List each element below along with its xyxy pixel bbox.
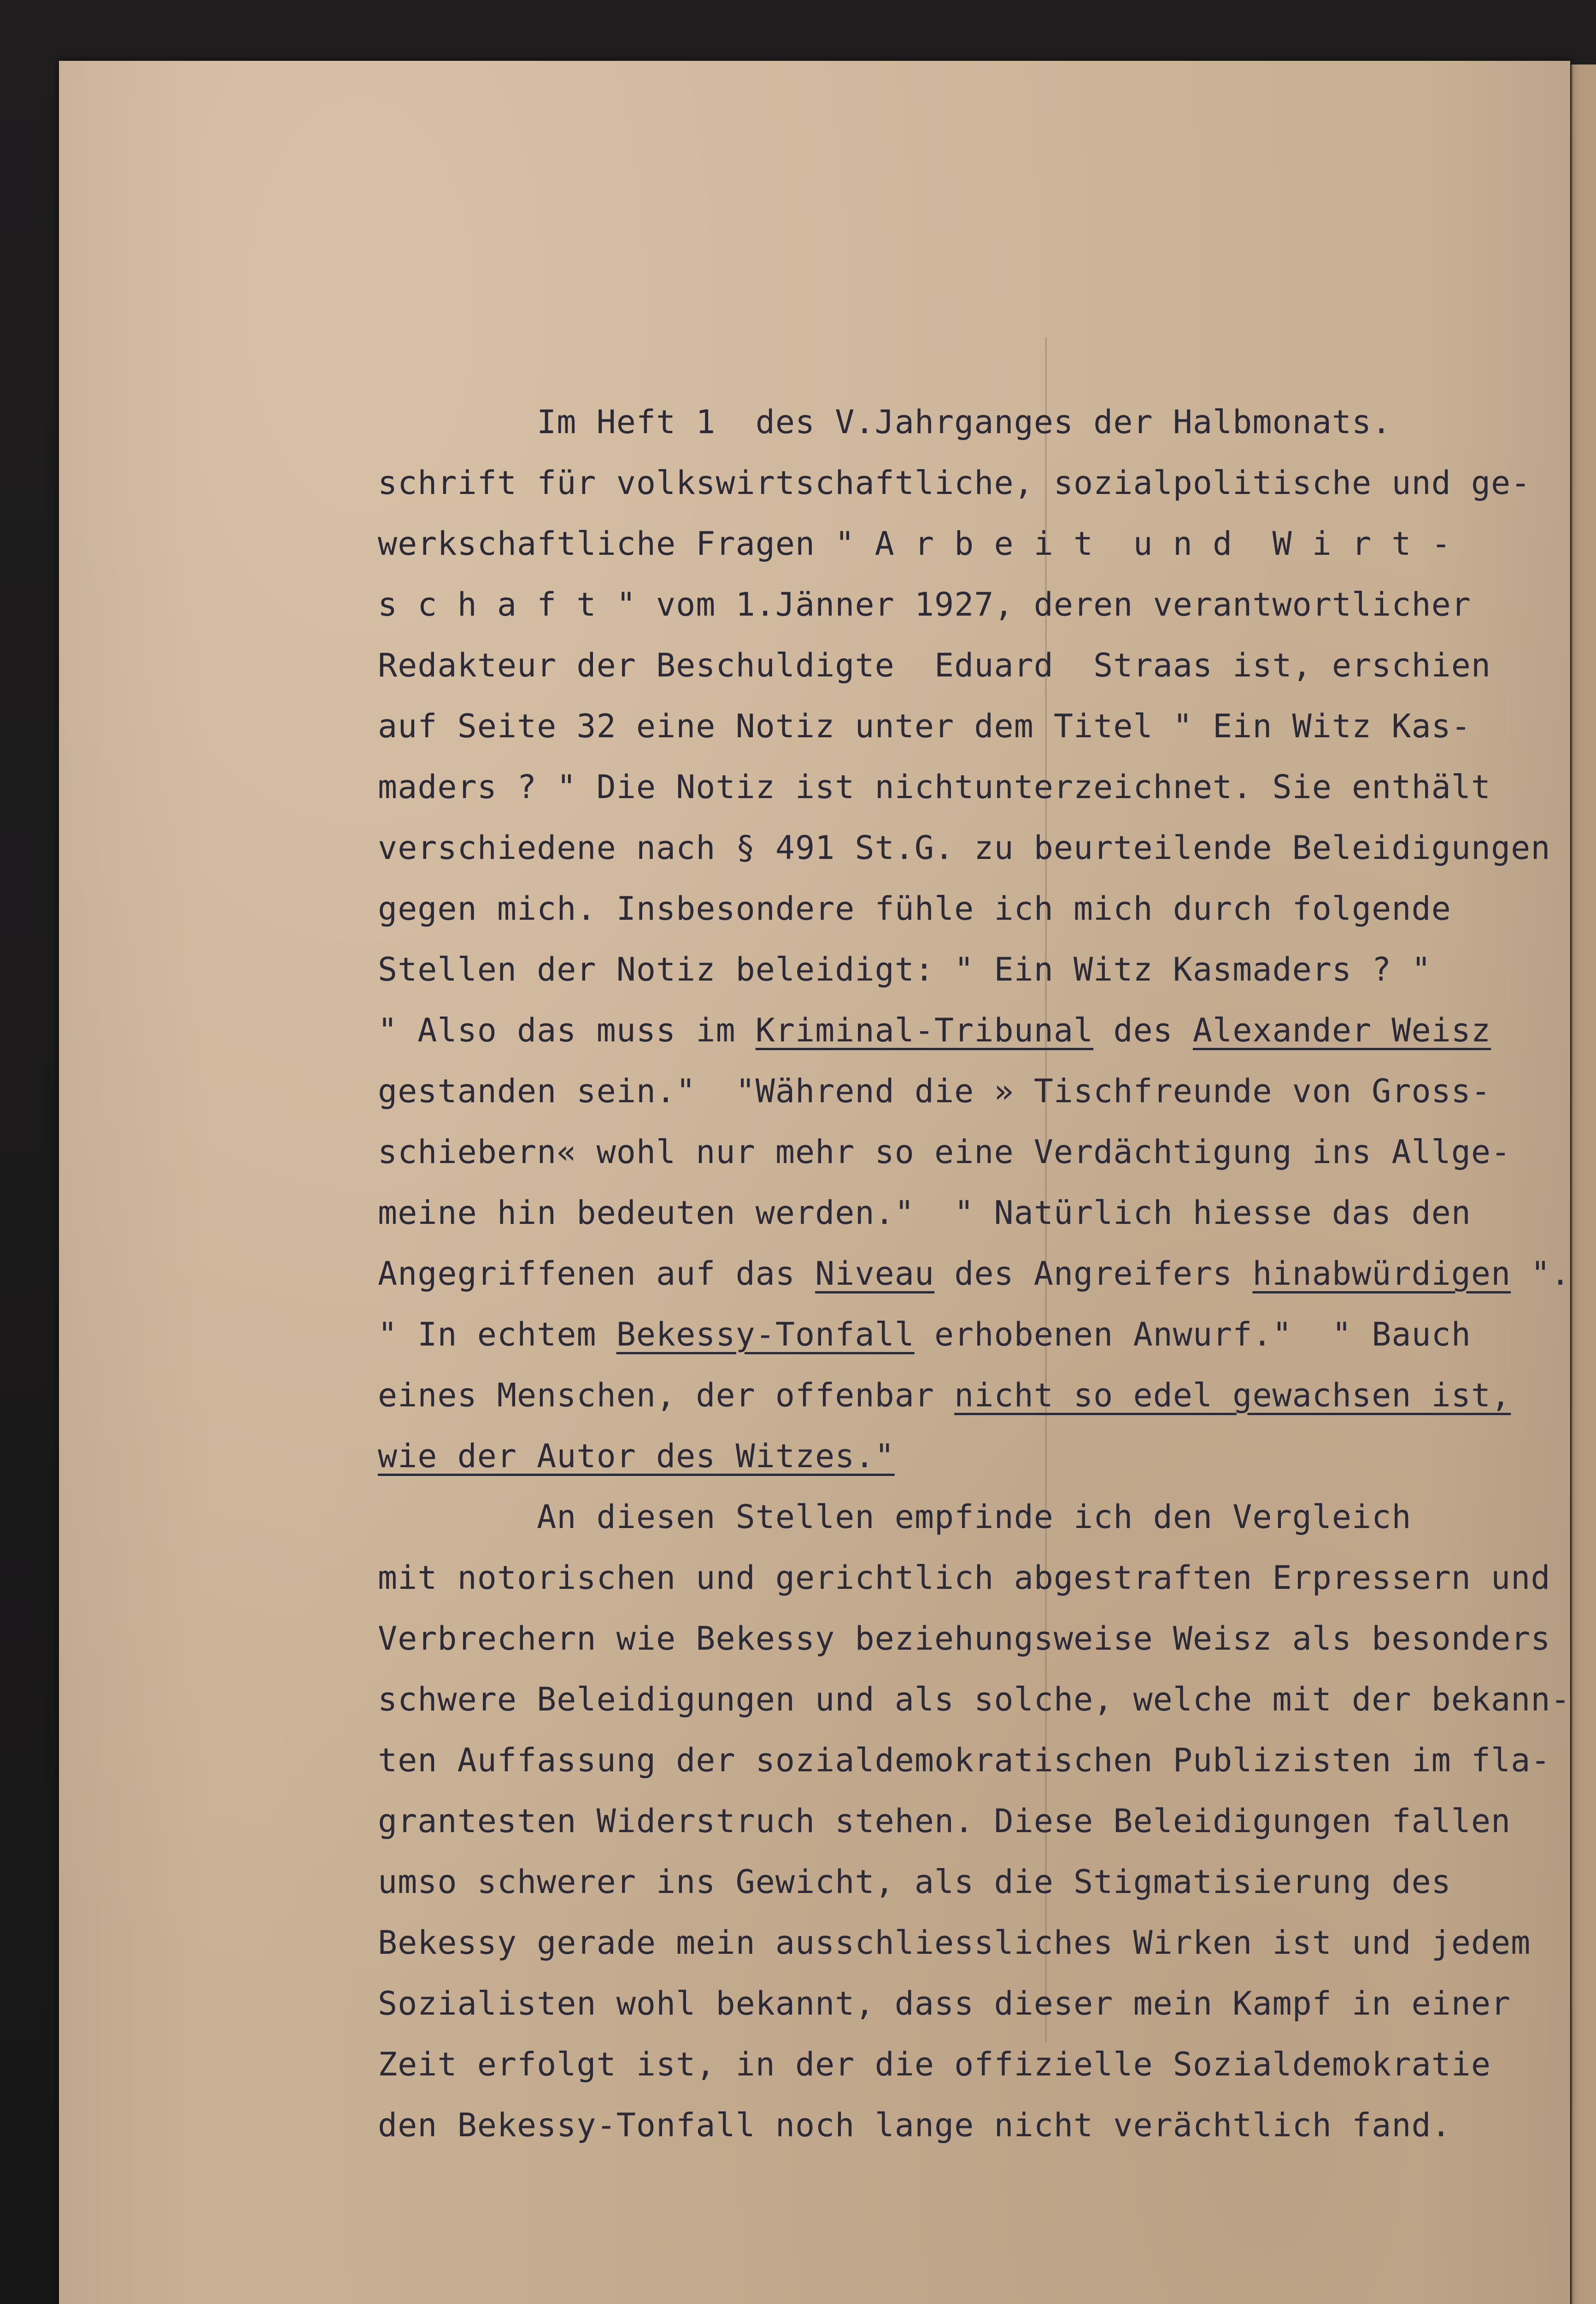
text-line: mit notorischen und gerichtlich abgestraften Erpressern und bbox=[378, 1559, 1551, 1597]
text-line: Redakteur der Beschuldigte Eduard Straas ist, erschien bbox=[378, 647, 1491, 684]
text-line: gegen mich. Insbesondere fühle ich mich durch folgende bbox=[378, 890, 1451, 928]
text-line: schiebern« wohl nur mehr so eine Verdächtigung ins Allge- bbox=[378, 1133, 1511, 1171]
text-line: Bekessy gerade mein ausschliessliches Wirken ist und jedem bbox=[378, 1924, 1531, 1962]
text-segment: erhobenen Anwurf." " Bauch bbox=[914, 1316, 1471, 1353]
text-line: s c h a f t " vom 1.Jänner 1927, deren verantwortlicher bbox=[378, 586, 1471, 623]
text-line: Zeit erfolgt ist, in der die offizielle Sozialdemokratie bbox=[378, 2045, 1491, 2083]
text-segment: Angegriffenen auf das bbox=[378, 1255, 816, 1293]
typed-letter-body bbox=[378, 392, 1571, 2156]
text-line-quote-tribunal bbox=[378, 1000, 1520, 1061]
underlined-phrase: Bekessy-Tonfall bbox=[616, 1316, 915, 1353]
text-line: Stellen der Notiz beleidigt: " Ein Witz Kasmaders ? " bbox=[378, 951, 1432, 988]
text-line: meine hin bedeuten werden." " Natürlich hiesse das den bbox=[378, 1194, 1471, 1232]
text-line: maders ? " Die Notiz ist nichtunterzeichnet. Sie enthält bbox=[378, 768, 1491, 806]
text-line-quote-autor bbox=[378, 1426, 1520, 1487]
text-line: ten Auffassung der sozialdemokratischen Publizisten im fla- bbox=[378, 1741, 1551, 1779]
text-line: auf Seite 32 eine Notiz unter dem Titel " Ein Witz Kas- bbox=[378, 707, 1471, 745]
text-line: umso schwerer ins Gewicht, als die Stigmatisierung des bbox=[378, 1863, 1451, 1901]
text-line: Im Heft 1 des V.Jahrganges der Halbmonats. bbox=[378, 403, 1392, 441]
text-segment: des Angreifers bbox=[934, 1255, 1253, 1293]
text-line: werkschaftliche Fragen " A r b e i t u n d W i r t - bbox=[378, 525, 1451, 563]
text-line: grantesten Widerstruch stehen. Diese Beleidigungen fallen bbox=[378, 1802, 1511, 1840]
text-line: den Bekessy-Tonfall noch lange nicht verächtlich fand. bbox=[378, 2106, 1451, 2144]
underlined-phrase: nicht so edel gewachsen ist, bbox=[954, 1376, 1511, 1414]
underlined-phrase: hinabwürdigen bbox=[1252, 1255, 1511, 1293]
text-segment: des bbox=[1093, 1011, 1193, 1049]
text-line-quote-tonfall bbox=[378, 1304, 1520, 1365]
text-line-quote-bauch bbox=[378, 1365, 1520, 1426]
text-segment: ". bbox=[1511, 1255, 1571, 1293]
text-line: schrift für volkswirtschaftliche, sozialpolitische und ge- bbox=[378, 464, 1531, 502]
text-line: gestanden sein." "Während die » Tischfreunde von Gross- bbox=[378, 1072, 1491, 1110]
text-line: Verbrechern wie Bekessy beziehungsweise Weisz als besonders bbox=[378, 1620, 1551, 1657]
underlined-phrase: Alexander Weisz bbox=[1192, 1011, 1491, 1049]
text-segment: " Also das muss im bbox=[378, 1011, 756, 1049]
next-page-edge bbox=[1571, 65, 1596, 2304]
text-segment: " In echtem bbox=[378, 1316, 616, 1353]
text-line: Sozialisten wohl bekannt, dass dieser mein Kampf in einer bbox=[378, 1985, 1511, 2022]
underlined-phrase: Kriminal-Tribunal bbox=[755, 1011, 1094, 1049]
underlined-phrase: Niveau bbox=[815, 1255, 935, 1293]
text-line: verschiedene nach § 491 St.G. zu beurteilende Beleidigungen bbox=[378, 829, 1551, 867]
text-line: An diesen Stellen empfinde ich den Vergleich bbox=[378, 1498, 1412, 1536]
text-line-quote-niveau bbox=[378, 1243, 1571, 1304]
text-line: schwere Beleidigungen und als solche, welche mit der bekann- bbox=[378, 1681, 1571, 1718]
text-segment: eines Menschen, der offenbar bbox=[378, 1376, 955, 1414]
underlined-phrase: wie der Autor des Witzes." bbox=[378, 1437, 895, 1475]
